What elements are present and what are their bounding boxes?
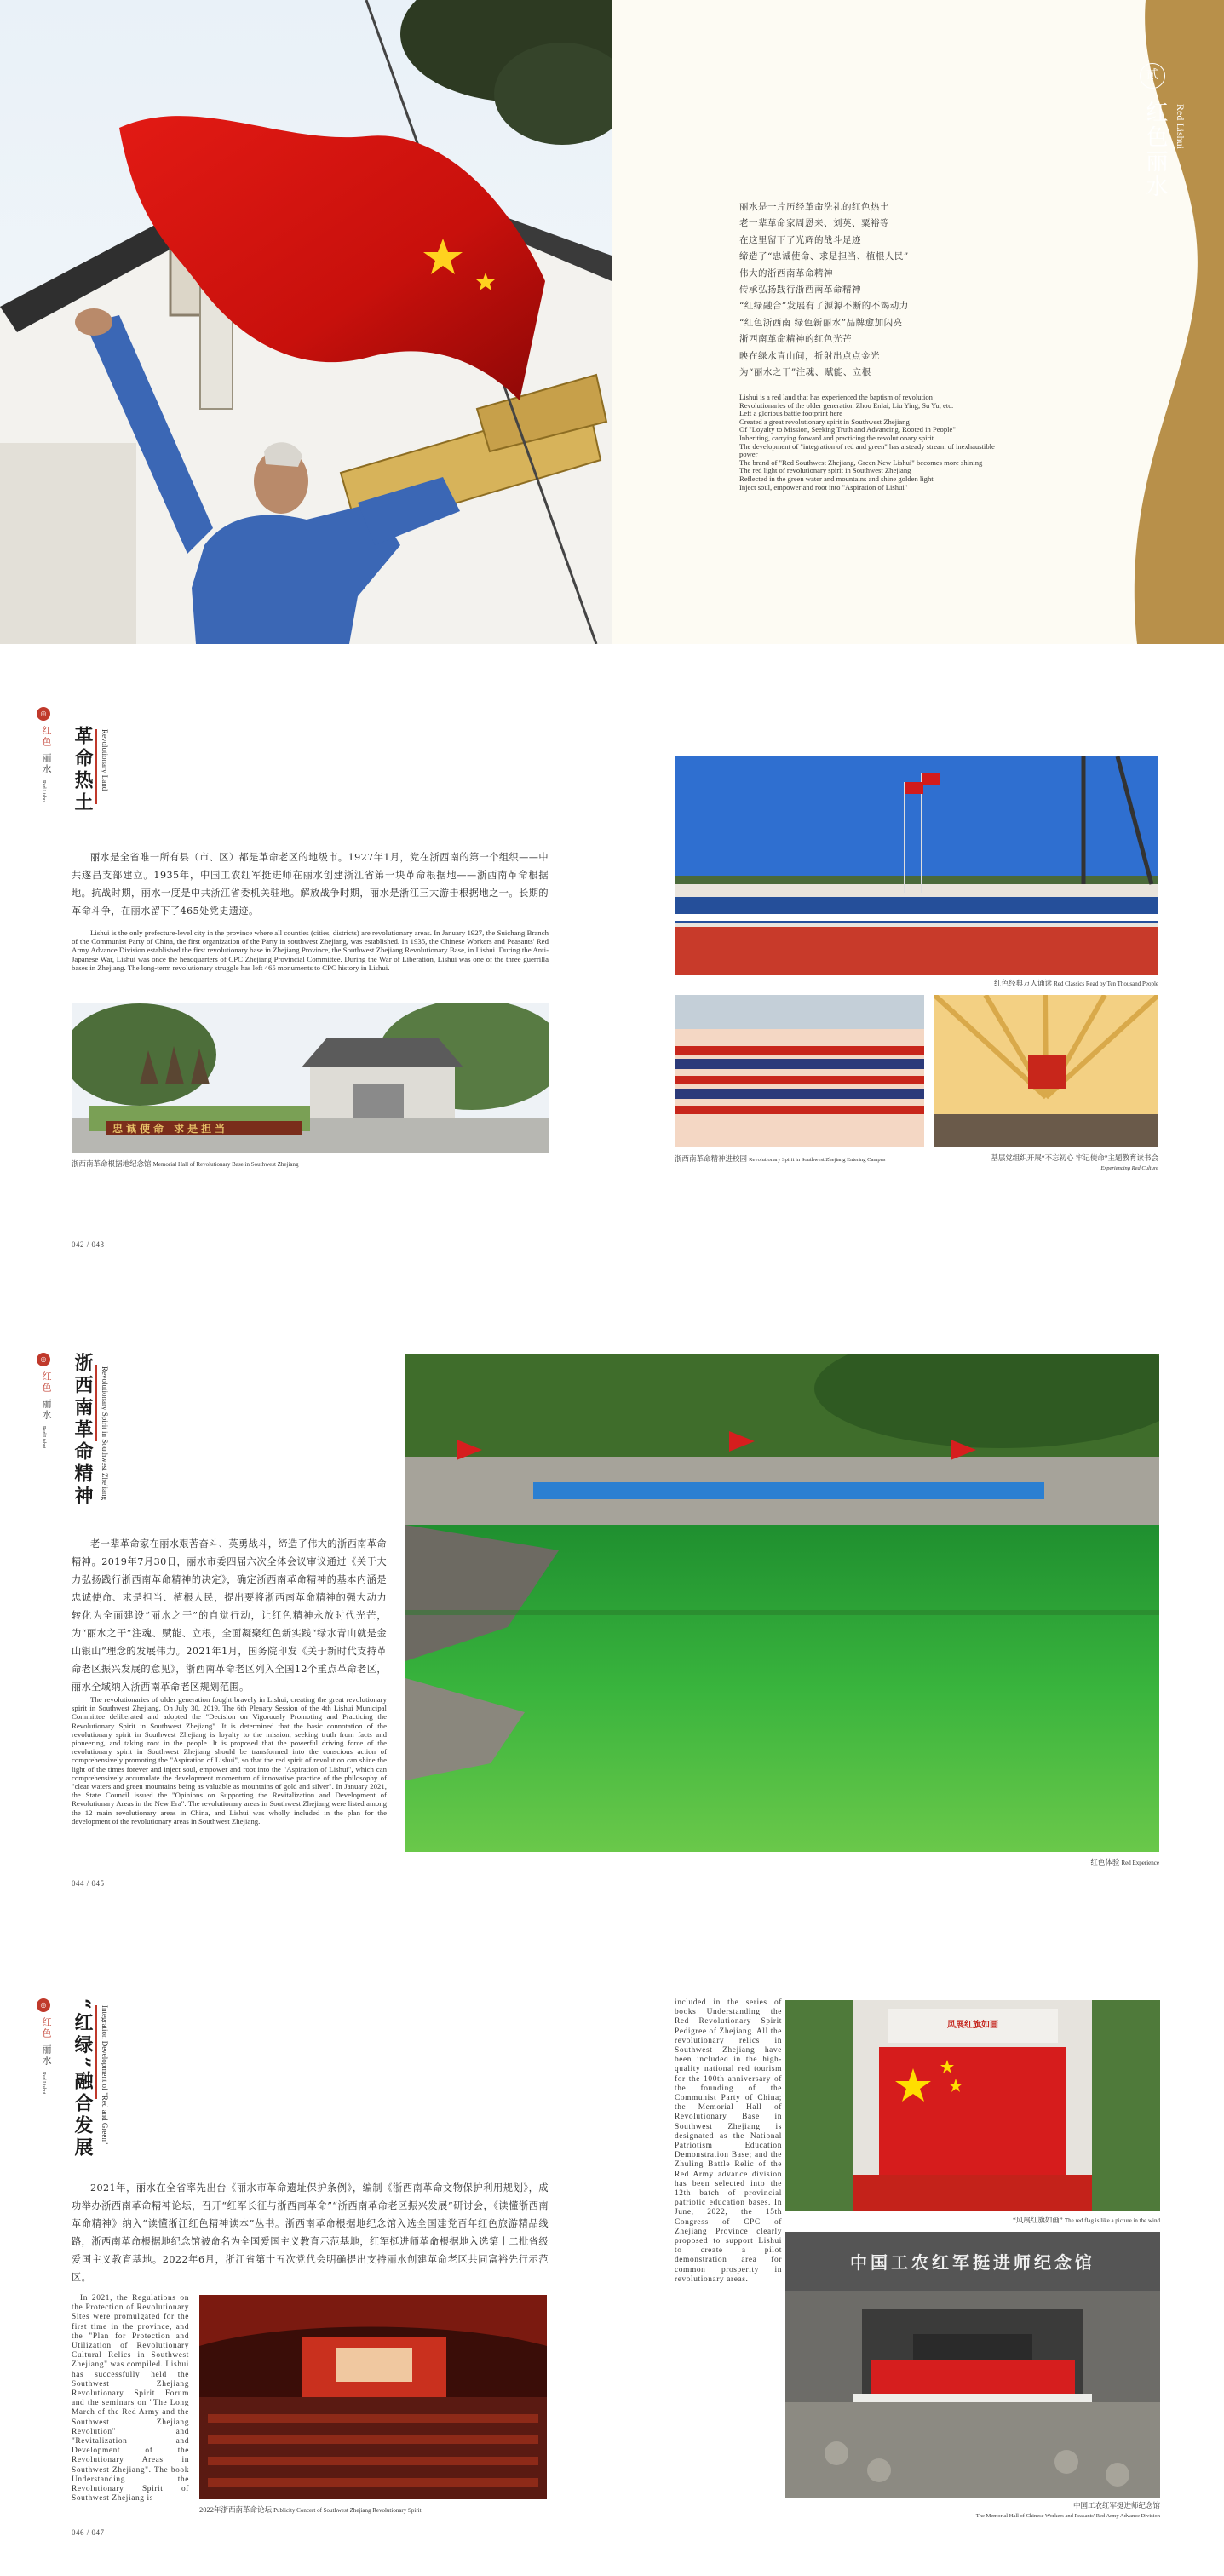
flag-raising-illustration <box>0 0 612 644</box>
spread-4 <box>0 1932 1224 2576</box>
section-title-en: Revolutionary Spirit in Southwest Zhejiang <box>101 1366 109 1500</box>
poem-line-en: Lishui is a red land that has experienced the baptism of revolution <box>739 393 933 401</box>
title-rule <box>95 1365 97 1441</box>
side-label-lishui: 丽水 <box>41 1399 52 1421</box>
body-zh: 老一辈革命家在丽水艰苦奋斗、英勇战斗，缔造了伟大的浙西南革命精神。2019年7月30日，丽水市委四届六次全体会议审议通过《关于大力弘扬践行浙西南革命精神的决定》，确定浙西南革命精神的基本内涵是忠诚使命、求是担当、植根人民，提出要将浙西南革命精神的强大动力转化为全面建设“丽水之干”的自觉行动，让红色精神永放时代光芒，为“丽水之干”注魂、赋能、立根，全面凝聚红色新实践“绿水青山就是金山银山”理念的发展伟力。2021年1月，国务院印发《关于新时代支持革命老区振兴发展的意见》，浙西南革命老区列入全国12个重点革命老区，丽水全域纳入浙西南革命老区规划范围。 <box>72 1538 387 1693</box>
concert-photo <box>199 2295 547 2499</box>
section-title-en: Revolutionary Land <box>101 729 109 791</box>
side-label-red: 红色 <box>41 2017 52 2039</box>
memorial-hall-photo <box>72 1003 549 1153</box>
memorial-hall-division-photo <box>785 2232 1160 2498</box>
side-label-lishui: 丽水 <box>41 753 52 775</box>
side-label-red: 红色 <box>41 1371 52 1394</box>
red-experience-illustration <box>405 1354 1159 1852</box>
poem-line-zh: 传承弘扬践行浙西南革命精神 <box>739 285 861 296</box>
side-label-en: Red Lishui <box>41 780 46 803</box>
poem-line-en: Left a glorious battle footprint here <box>739 409 842 418</box>
poem-line-zh: “红色浙西南 绿色新丽水”品牌愈加闪亮 <box>739 317 903 328</box>
section-title-en: Integration Development of "Red and Green" <box>101 2005 109 2145</box>
red-flag-photo <box>785 2000 1160 2211</box>
campus-photo <box>675 995 924 1147</box>
poem-line-zh: 在这里留下了光辉的战斗足迹 <box>739 234 861 245</box>
section-seal-icon: ◎ <box>37 1353 50 1366</box>
side-label-en: Red Lishui <box>41 2072 46 2095</box>
poem-line-zh: 伟大的浙西南革命精神 <box>739 267 833 279</box>
page-numbers: 044 / 045 <box>72 1879 105 1888</box>
caption-memorial: 浙西南革命根据地纪念馆 Memorial Hall of Revolutionary Base in Southwest Zhejiang <box>72 1159 299 1168</box>
body-en: The revolutionaries of older generation fought bravely in Lishui, creating the great revolutionary spirit in Southwest Zhejiang. On July 30, 2019, The 6th Plenary Session of the 4th Lishui Municipal Committee deliberated and adopted the "Decision on Vigorously Promoting and Practicing the Revolutionary Spirit in Southwest Zhejiang". It is determined that the basic connotation of the revolutionary spirit in Southwest Zhejiang is loyalty to the mission, seeking truth from facts and pioneering, and taking root in the people. It is proposed that the powerful driving force of the revolutionary spirit in Southwest Zhejiang should be transformed into the conscious action of comprehensively promoting the "Aspiration of Lishui", so that the red spirit of revolution can shine the light of the times forever and inject soul, empower and root into the "Aspiration of Lishui", which can comprehensively accumulate the development momentum of innovative practice of the philosophy of "clear waters and green mountains being as valuable as mountains of gold and silver". In January 2021, the State Council issued the "Opinions on Supporting the Revitalization and Development of Revolutionary Areas in the New Era". The revolutionary areas in Southwest Zhejiang were listed among the 12 main revolutionary areas in China, and Lishui was wholly included in the plan for the development of the revolutionary areas in Southwest Zhejiang. <box>72 1695 387 1826</box>
flag-raising-photo <box>0 0 612 644</box>
culture-illustration <box>934 995 1158 1147</box>
body-zh: 2021年，丽水在全省率先出台《丽水市革命遗址保护条例》，编制《浙西南革命文物保护利用规划》，成功举办浙西南革命精神论坛，召开“红军长征与浙西南革命”“浙西南革命老区振兴发展”研讨会，《读懂浙西南革命精神》纳入“读懂浙江红色精神读本”丛书。浙西南革命根据地纪念馆入选全国建党百年红色旅游精品线路，浙西南革命根据地纪念馆被命名为全国爱国主义教育示范基地，红军挺进师革命根据地入选第十二批省级爱国主义教育基地。2022年6月，浙江省第十五次党代会明确提出支持丽水创建革命老区共同富裕先行示范区。 <box>72 2182 549 2283</box>
poem-line-en: Inject soul, empower and root into "Aspiration of Lishui" <box>739 482 908 492</box>
campus-illustration <box>675 995 924 1147</box>
red-classics-photo <box>675 756 1158 975</box>
spread-3 <box>0 1288 1224 1932</box>
poem-line-zh: 缔造了“忠诚使命、求是担当、植根人民” <box>739 251 909 262</box>
poem-line-zh: 老一辈革命家周恩来、刘英、粟裕等 <box>739 218 889 229</box>
poem-line-zh: 为“丽水之干”注魂、赋能、立根 <box>739 367 871 378</box>
hall-banner: 中国工农红军挺进师纪念馆 <box>850 2252 1095 2273</box>
caption-culture: 基层党组织开展“不忘初心 牢记使命”主题教育读书会 Experiencing Red Culture <box>991 1153 1158 1171</box>
section-title: “红绿”融合发展 <box>72 1998 94 2160</box>
memorial-wall-text: 忠诚使命 求是担当 <box>112 1123 229 1135</box>
poem-line-en: Revolutionaries of the older generation Zhou Enlai, Liu Ying, Su Yu, etc. <box>739 400 954 410</box>
title-rule <box>95 729 97 804</box>
caption-concert: 2022年浙西南革命论坛 Publicity Concert of Southwest Zhejiang Revolutionary Spirit <box>199 2505 422 2514</box>
section-seal-icon: ◎ <box>37 707 50 721</box>
culture-photo <box>934 995 1158 1147</box>
poem-line-en: The red light of revolutionary spirit in Southwest Zhejiang <box>739 466 911 475</box>
body-en-right: included in the series of books Understanding the Red Revolutionary Spirit Pedigree of Zhejiang. All the revolutionary relics in Southwest Zhejiang have been included in the high-quality national red tourism for the 100th anniversary of the founding of the Communist Party of China; the Memorial Hall of Revolutionary Base in Southwest Zhejiang is designated as the National Patriotism Education Demonstration Base; and the Zhuling Battle Relic of the Red Army advance division has been selected into the 12th batch of provincial patriotic education bases. In June, 2022, the 15th Congress of CPC of Zhejiang Province clearly proposed to support Lishui to create a pilot demonstration area for common prosperity in revolutionary areas. <box>675 1998 782 2284</box>
red-flag-illustration <box>785 2000 1160 2211</box>
chapter-title-zh: 红色丽水 <box>1142 101 1168 199</box>
poem-line-en: The development of "integration of red and green" has a steady stream of inexhaustible power <box>739 441 995 459</box>
caption-classics: 红色经典万人诵读 Red Classics Read by Ten Thousand People <box>993 979 1158 987</box>
section-title: 浙西南革命精神 <box>72 1353 94 1508</box>
poem-line-zh: 映在绿水青山间，折射出点点金光 <box>739 350 880 361</box>
poem-line-en: Reflected in the green water and mountains and shine golden light <box>739 474 934 483</box>
gold-curve-decoration <box>1069 0 1224 644</box>
concert-illustration <box>199 2295 547 2499</box>
red-classics-illustration <box>675 756 1158 975</box>
chapter-title-en: Red Lishui <box>1175 104 1187 149</box>
section-seal-icon: ◎ <box>37 1998 50 2012</box>
poem-line-en: The brand of "Red Southwest Zhejiang, Green New Lishui" becomes more shining <box>739 457 983 467</box>
caption-flag: “风展红旗如画” The red flag is like a picture in the wind <box>1013 2216 1160 2224</box>
caption-experience: 红色体验 Red Experience <box>1090 1858 1159 1866</box>
title-rule <box>95 2005 97 2099</box>
poem-line-en: Created a great revolutionary spirit in Southwest Zhejiang <box>739 417 910 426</box>
stage-sign: 风展红旗如画 <box>947 2021 998 2030</box>
spread-2 <box>0 644 1224 1288</box>
poem-line-en: Inheriting, carrying forward and practicing the revolutionary spirit <box>739 433 934 442</box>
poem-line-zh: “红绿融合”发展有了源源不断的不竭动力 <box>739 301 909 312</box>
poem-zh <box>739 199 1046 381</box>
caption-hall: 中国工农红军挺进师纪念馆 The Memorial Hall of Chinese Workers and Peasants' Red Army Advance Division <box>975 2501 1160 2519</box>
poem-en <box>739 394 1012 492</box>
body-zh: 丽水是全省唯一所有县（市、区）都是革命老区的地级市。1927年1月，党在浙西南的第一个组织——中共遂昌支部建立。1935年，中国工农红军挺进师在丽水创建浙江省第一块革命根据地——浙西南革命根据地。抗战时期，丽水一度是中共浙江省委机关驻地。解放战争时期，丽水是浙江三大游击根据地之一。长期的革命斗争，在丽水留下了465处党史遗迹。 <box>72 852 549 917</box>
body-en: Lishui is the only prefecture-level city in the province where all counties (cities, districts) are revolutionary areas. In January 1927, the Suichang Branch of the Communist Party of China, the first organization of the Party in southwest Zhejiang, was established. In 1935, the Chinese Workers and Peasants' Red Army Advance Division established the first revolutionary base in Zhejiang Province, the Southwest Zhejiang Revolutionary Base, in Lishui. During the Anti-Japanese War, Lishui was once the headquarters of CPC Zhejiang Provincial Committee. During the War of Liberation, Lishui was one of the three guerrilla bases in Zhejiang. The long-term revolutionary struggle has left 465 monuments to CPC history in Lishui. <box>72 929 549 972</box>
poem-line-zh: 丽水是一片历经革命洗礼的红色热土 <box>739 202 889 212</box>
caption-campus: 浙西南革命精神进校园 Revolutionary Spirit in Southwest Zhejiang Entering Campus <box>675 1154 886 1163</box>
page-numbers: 046 / 047 <box>72 2528 105 2537</box>
poem-line-zh: 浙西南革命精神的红色光芒 <box>739 334 852 345</box>
section-title: 革命热土 <box>72 726 94 814</box>
side-label-en: Red Lishui <box>41 1426 46 1449</box>
side-label-lishui: 丽水 <box>41 2044 52 2067</box>
spread-1 <box>0 0 1224 644</box>
chapter-seal: 贰 <box>1140 63 1165 89</box>
body-en-left: In 2021, the Regulations on the Protection of Revolutionary Sites were promulgated for the first time in the province, and the "Plan for Protection and Utilization of Revolutionary Cultural Relics in Southwest Zhejiang" was compiled. Lishui has successfully held the Southwest Zhejiang Revolutionary Spirit Forum and the seminars on "The Long March of the Red Army and the Southwest Zhejiang Revolution" and "Revitalization and Development of the Revolutionary Areas in Southwest Zhejiang". The book Understanding the Revolutionary Spirit of Southwest Zhejiang is <box>72 2294 189 2504</box>
poem-line-en: Of "Loyalty to Mission, Seeking Truth and Advancing, Rooted in People" <box>739 425 956 434</box>
side-label-red: 红色 <box>41 726 52 748</box>
page-numbers: 042 / 043 <box>72 1240 105 1249</box>
red-experience-photo <box>405 1354 1159 1852</box>
